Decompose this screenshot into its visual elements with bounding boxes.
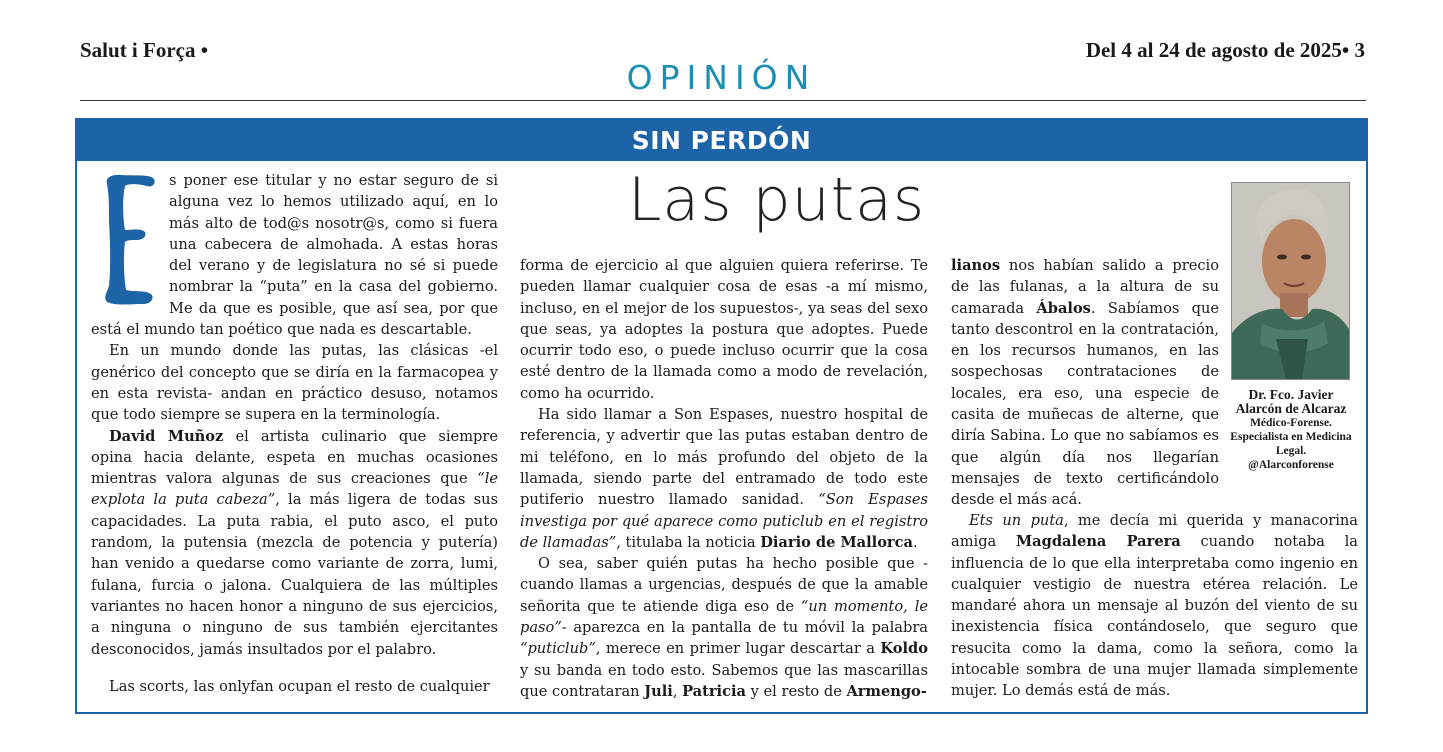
paragraph-1 <box>91 170 498 340</box>
person-name: Ábalos <box>1036 299 1091 317</box>
paragraph-4-line: Las scorts, las onlyfan ocupan el resto de cualquier <box>109 678 490 695</box>
paragraph-2: En un mundo donde las putas, las clásicas -el genérico del concepto que se diría en la farmacopea y en esta revista- andan en práctico desuso, notamos que todo siempre se supera en la terminología. <box>91 342 498 424</box>
paragraph-6-text-a: O sea, saber quién putas ha hecho posible que -cuando llamas a urgencias, después de que la amable señorita que te atiende diga eso de <box>520 555 928 615</box>
group-name-cont: lianos <box>951 257 1001 274</box>
author-handle: @Alarconforense <box>1248 459 1334 471</box>
group-name: Armengo- <box>846 682 927 700</box>
article-column-1 <box>91 170 498 660</box>
paragraph-4-start <box>91 676 498 697</box>
paragraph-6-text-d: y su banda en todo esto. Sabemos que las mascarillas que contrataran <box>520 661 928 700</box>
paragraph-6-text-f: y el resto de <box>746 682 847 700</box>
paragraph-4-cont: forma de ejercicio al que alguien quiera referirse. Te pueden llamar cualquier cosa de esas -a mí mismo, incluso, en el mejor de los supuestos-, ya seas del sexo que seas, ya adoptes la postura que adoptes. Puede ocurrir todo eso, o puede incluso ocurrir que la cosa esté dentro de la llamada como a modo de revelación, como ha ocurrido. <box>520 257 928 402</box>
quote-headline: “Son Espases investiga por qué aparece como puticlub en el registro de llamadas” <box>520 491 928 551</box>
person-name: David Muñoz <box>109 427 224 445</box>
quote: “puticlub” <box>520 640 596 658</box>
author-portrait-illustration <box>1232 183 1349 379</box>
paragraph-7-text-a: , me decía mi querida y manacorina amiga <box>951 512 1359 551</box>
paragraph-3 <box>91 426 498 660</box>
quote: “un momento, le paso” <box>520 597 928 637</box>
paragraph-7 <box>951 510 1358 702</box>
article-column-3 <box>951 255 1219 511</box>
source-name: Diario de Mallorca <box>760 533 913 551</box>
section-title: OPINIÓN <box>626 58 817 97</box>
paragraph-5-text-a: Ha sido llamar a Son Espases, nuestro hospital de referencia, y advertir que las putas estaban dentro de mi teléfono, en lo más profundo del objeto de la llamada, siendo parte del entramado de todo este putiferio nuestro llamado sanidad. <box>520 406 928 509</box>
article-column-2 <box>520 255 928 702</box>
author-photo <box>1231 182 1350 380</box>
paragraph-5-text-c: . <box>912 533 918 551</box>
paragraph-5-text-b: , titulaba la noticia <box>616 533 761 551</box>
quote: “le explota la puta cabeza” <box>91 470 498 509</box>
person-name: Koldo <box>880 640 928 658</box>
paragraph-6-text-b: - aparezca en la pantalla de tu móvil la palabra <box>561 619 928 637</box>
person-name: Magdalena Parera <box>1016 533 1181 551</box>
author-role-2: Especialista en Medicina Legal. <box>1230 431 1352 457</box>
article-column-3-bottom <box>951 510 1358 702</box>
author-name: Dr. Fco. Javier Alarcón de Alcaraz <box>1235 387 1347 416</box>
article-title: Las putas <box>628 165 926 235</box>
author-role-1: Médico-Forense. <box>1250 417 1332 429</box>
paragraph-5 <box>520 404 928 553</box>
paragraph-6 <box>520 553 928 702</box>
paragraph-3-text-b: , la más ligera de todas sus capacidades. La puta rabia, el puto asco, el puto random, la putensia (mezcla de potencia y putería) han venido a quedarse como variante de zorra, lumi, fulana, furcia o jalona. Cualquiera de las múltiples variantes no hacen honor a ninguno de sus ejercicios, a ninguna o ninguno de sus también ejercitantes desconocidos, jamás insultados por el palabro. <box>91 491 498 658</box>
column-banner: SIN PERDÓN <box>77 120 1366 161</box>
person-name: Juli <box>644 682 673 700</box>
paragraph-6-text-g: nos habían salido a precio de las fulanas, a la altura de su camarada <box>951 257 1219 317</box>
paragraph-6-text-h: . Sabíamos que tanto descontrol en la contratación, en los recursos humanos, en las sospechosas contrataciones de locales, era eso, una especie de casita de muñecas de alterne, que diría Sabina. Lo que no sabíamos es que algún día nos llegarían mensajes de texto certificándolo desde el más acá. <box>951 299 1219 509</box>
dropcap-e <box>91 170 161 308</box>
header-divider <box>80 100 1366 101</box>
publication-name: Salut i Força • <box>80 38 209 62</box>
quote: Ets un puta <box>969 512 1064 529</box>
paragraph-3-text-a: el artista culinario que siempre opina hacia delante, espeta en muchas ocasiones mientras valora algunas de sus creaciones que <box>91 427 498 488</box>
person-name: Patricia <box>682 682 746 700</box>
svg-text:E: E <box>91 170 92 171</box>
author-caption <box>1228 388 1354 472</box>
paragraph-1-text: s poner ese titular y no estar seguro de si alguna vez lo hemos utilizado aquí, en lo más alto de tod@s nosotr@s, como si fuera una cabecera de almohada. A estas horas del verano y de legislatura no sé si puede nombrar la “puta” en la casa del gobierno. Me da que es posible, que así sea, por que está el mundo tan poético que nada es descartable. <box>91 172 498 339</box>
paragraph-6-text-e: , <box>672 682 683 700</box>
paragraph-7-text-b: cuando notaba la influencia de lo que ella interpretaba como ingenio en cualquier vestigio de nuestra etérea relación. Le mandaré ahora un mensaje al buzón del viento de su inexistencia física contándoselo, que seguro que resucita como la dama, como la señora, como la intocable sombra de una mujer llamada simplemente mujer. Lo demás está de más. <box>951 533 1358 700</box>
issue-date-page: Del 4 al 24 de agosto de 2025• 3 <box>1085 38 1365 62</box>
paragraph-6-cont <box>951 255 1219 511</box>
paragraph-6-text-c: , merece en primer lugar descartar a <box>595 640 881 658</box>
